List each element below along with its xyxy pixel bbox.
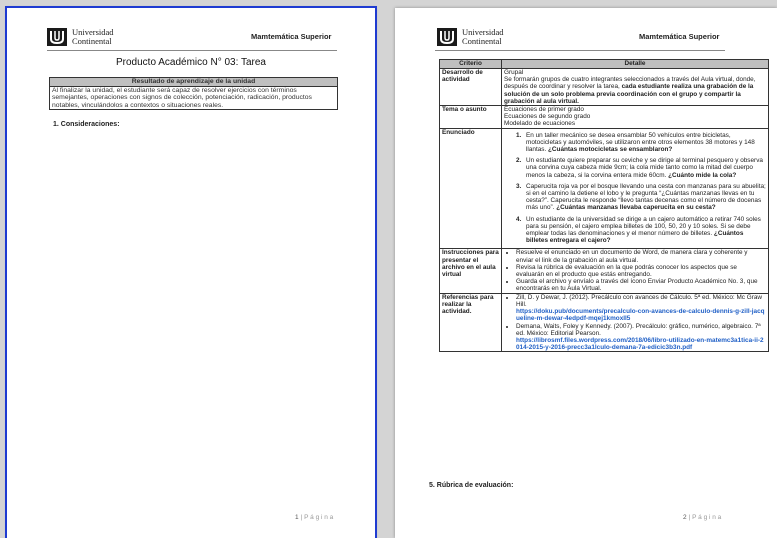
problem-number: 4. [516,215,522,223]
problem-item [516,183,766,212]
activity-details-table [439,59,769,352]
problem-item [516,216,766,245]
list-item: • Resuelve el enunciado en un documento de Word, de manera clara y coherente y enviar el link de la grabación al aula virtual. [516,249,766,263]
problem-text: En un taller mecánico se desea ensamblar 50 vehículos entre bicicletas, motocicletas y automóviles, se utilizaron entre otros elementos 38 motores y 148 llantas. [526,131,755,154]
detail-bold-text: cada estudiante realiza una grabación de la solución de un solo problema previa coordinación con el grupo y compartir la grabación al aula virtual. [504,83,754,105]
problem-question: ¿Cuánto mide la cola? [668,171,737,179]
references-list [504,294,766,352]
row-detail [502,293,769,352]
list-item: Ecuaciones de segundo grado [504,113,591,121]
university-logo-icon [437,28,457,46]
list-item [516,323,766,352]
row-label: Tema o asunto [440,106,502,129]
table-row [440,293,769,352]
reference-text: Zill, D. y Dewar, J. (2012). Precálculo con avances de Cálculo. 5ª ed. México: Mc Graw Hill. [516,293,763,308]
instructions-list [504,249,766,292]
detail-line: Grupal [504,69,524,76]
problem-number: 2. [516,157,522,165]
row-label: Referencias para realizar la actividad. [440,293,502,352]
header-divider [47,50,337,51]
row-detail [502,69,769,106]
reference-link[interactable]: https://librosmf.files.wordpress.com/2018/06/libro-utilizado-en-matemc3a1tica-ii-2014-2015-y-2016-precc3a1lculo-demana-7a-edicic3b3n.pdf [516,336,764,352]
course-name: Mamtemática Superior [639,32,720,41]
problem-text: Un estudiante de la universidad se dirige a un cajero automático a retirar 740 soles para su pensión, el cajero emplea billetes de 100, 50, 20 y 10 soles. Si se debe emplear todas las denominaciones y el menor número de billetes. [526,215,761,238]
row-label: Desarrollo de actividad [440,69,502,106]
list-item: Modelado de ecuaciones [504,120,576,128]
learning-result-body: Al finalizar la unidad, el estudiante será capaz de resolver ejercicios con términos semejantes, operaciones con signos de colección, potenciación, radicación, productos notables, vinculándolos a contextos o situaciones reales. [52,86,312,109]
considerations-heading: 1. Consideraciones: [53,121,120,128]
column-header-criterio: Criterio [440,60,502,69]
learning-result-header: Resultado de aprendizaje de la unidad [50,78,337,87]
problem-item [516,157,766,179]
problem-item [516,132,766,154]
row-detail [502,106,769,129]
course-name: Mamtemática Superior [251,32,332,41]
list-item [516,294,766,323]
row-detail [502,249,769,293]
problem-text: Caperucita roja va por el bosque llevando una cesta con manzanas para su abuelita; si en el camino la detiene el lobo y le pregunta “¿Cuántas manzanas llevas en tu cesta?”. Caperucita le responde “llevo tantas decenas como el número de docenas más uno”. [526,182,766,212]
reference-text: Demana, Waits, Foley y Kennedy. (2007). Precálculo: gráfico, numérico, algebraico. 7ª ed. México: Editorial Pearson. [516,322,761,337]
reference-link[interactable]: https://doku.pub/documents/precalculo-con-avances-de-calculo-dennis-g-zill-jacqueline-m-dewar-4edpdf-mqej1kmoxll5 [516,308,765,323]
row-label: Instrucciones para presentar el archivo en el aula virtual [440,249,502,293]
page-title: Producto Académico N° 03: Tarea [115,57,266,68]
problem-number: 1. [516,131,522,139]
logo-line-2: Continental [72,36,112,46]
university-logo [47,28,114,46]
page-footer [295,514,333,521]
table-row [440,128,769,249]
page-1 [7,8,375,538]
detail-paragraph [504,76,766,105]
university-logo-icon [47,28,67,46]
learning-result-box [49,77,338,110]
rubric-heading: 5. Rúbrica de evaluación: [429,482,514,489]
problem-question: ¿Cuántas motocicletas se ensamblaron? [548,146,673,154]
list-item: Ecuaciones de primer grado [504,106,584,114]
problem-text: Un estudiante quiere preparar su ceviche y se dirige al terminal pesquero y observa una corvina cuya cabeza mide 9cm; la cola mide tanto como la mitad del cuerpo menos la cabeza, si la corvina entera mide 60cm. [526,157,763,179]
table-row [440,69,769,106]
page-label: | P á g i n a [300,514,334,521]
university-logo [437,28,504,46]
page-number: 1 [295,514,299,521]
list-item: • Revisa la rúbrica de evaluación en la que podrás conocer los aspectos que se evaluarán en el producto que estás entregando. [516,264,766,278]
logo-line-1: Universidad [72,27,114,37]
column-header-detalle: Detalle [502,60,769,69]
row-detail [502,128,769,249]
row-label: Enunciado [440,128,502,249]
page-label: | P á g i n a [688,514,722,521]
table-row [440,106,769,129]
list-item: • Guarda el archivo y envíalo a través del ícono Enviar Producto Académico No. 3, que encontrarás en tu Aula Virtual. [516,278,766,292]
table-row [440,249,769,293]
page-number: 2 [683,514,687,521]
page-footer [683,514,721,521]
problem-question: ¿Cuántos billetes entregara el cajero? [526,230,744,245]
logo-line-1: Universidad [462,27,504,37]
header-divider [435,50,725,51]
logo-line-2: Continental [462,36,502,46]
page-2 [395,8,777,538]
detail-text: Se formarán grupos de cuatro integrantes seleccionados a través del Aula virtual, donde, después de coordinar y resolver la tarea, [504,76,756,91]
problem-number: 3. [516,182,522,190]
problem-question: ¿Cuántas manzanas llevaba caperucita en su cesta? [556,204,716,212]
